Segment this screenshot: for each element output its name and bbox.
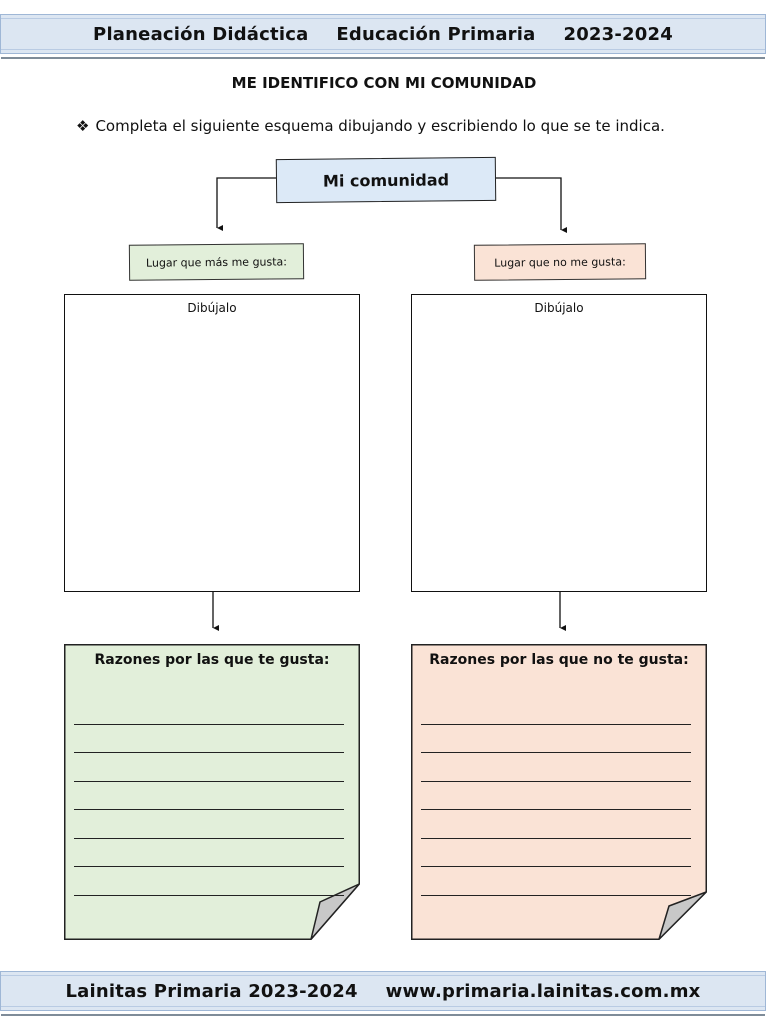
reasons-note-disliked [411,644,707,940]
drawing-box-disliked[interactable] [411,294,707,592]
arrow-root-left [217,178,276,228]
reasons-note-favorite [64,644,360,940]
page-title: ME IDENTIFICO CON MI COMUNIDAD [231,74,537,92]
arrow-root-right [496,178,561,230]
header-year: 2023-2024 [563,23,673,45]
writing-lines[interactable] [74,696,344,896]
footer-band [0,971,766,1011]
reasons-title: Razones por las que te gusta: [94,652,330,668]
draw-hint: Dibújalo [187,301,237,315]
footer-url[interactable]: www.primaria.lainitas.com.mx [385,980,701,1002]
footer-brand: Lainitas Primaria 2023-2024 [65,980,358,1002]
header-plan: Planeación Didáctica [93,23,309,45]
label-favorite-place: Lugar que más me gusta: [129,243,304,281]
instruction-text: Completa el siguiente esquema dibujando y escribiendo lo que se te indica. [95,117,665,135]
reasons-title: Razones por las que no te gusta: [429,652,689,668]
bullet-icon: ❖ [76,117,90,135]
draw-hint: Dibújalo [534,301,584,315]
header-level: Educación Primaria [336,23,536,45]
writing-lines[interactable] [421,696,691,896]
drawing-box-favorite[interactable] [64,294,360,592]
root-node: Mi comunidad [276,157,496,203]
label-disliked-place: Lugar que no me gusta: [474,243,646,280]
